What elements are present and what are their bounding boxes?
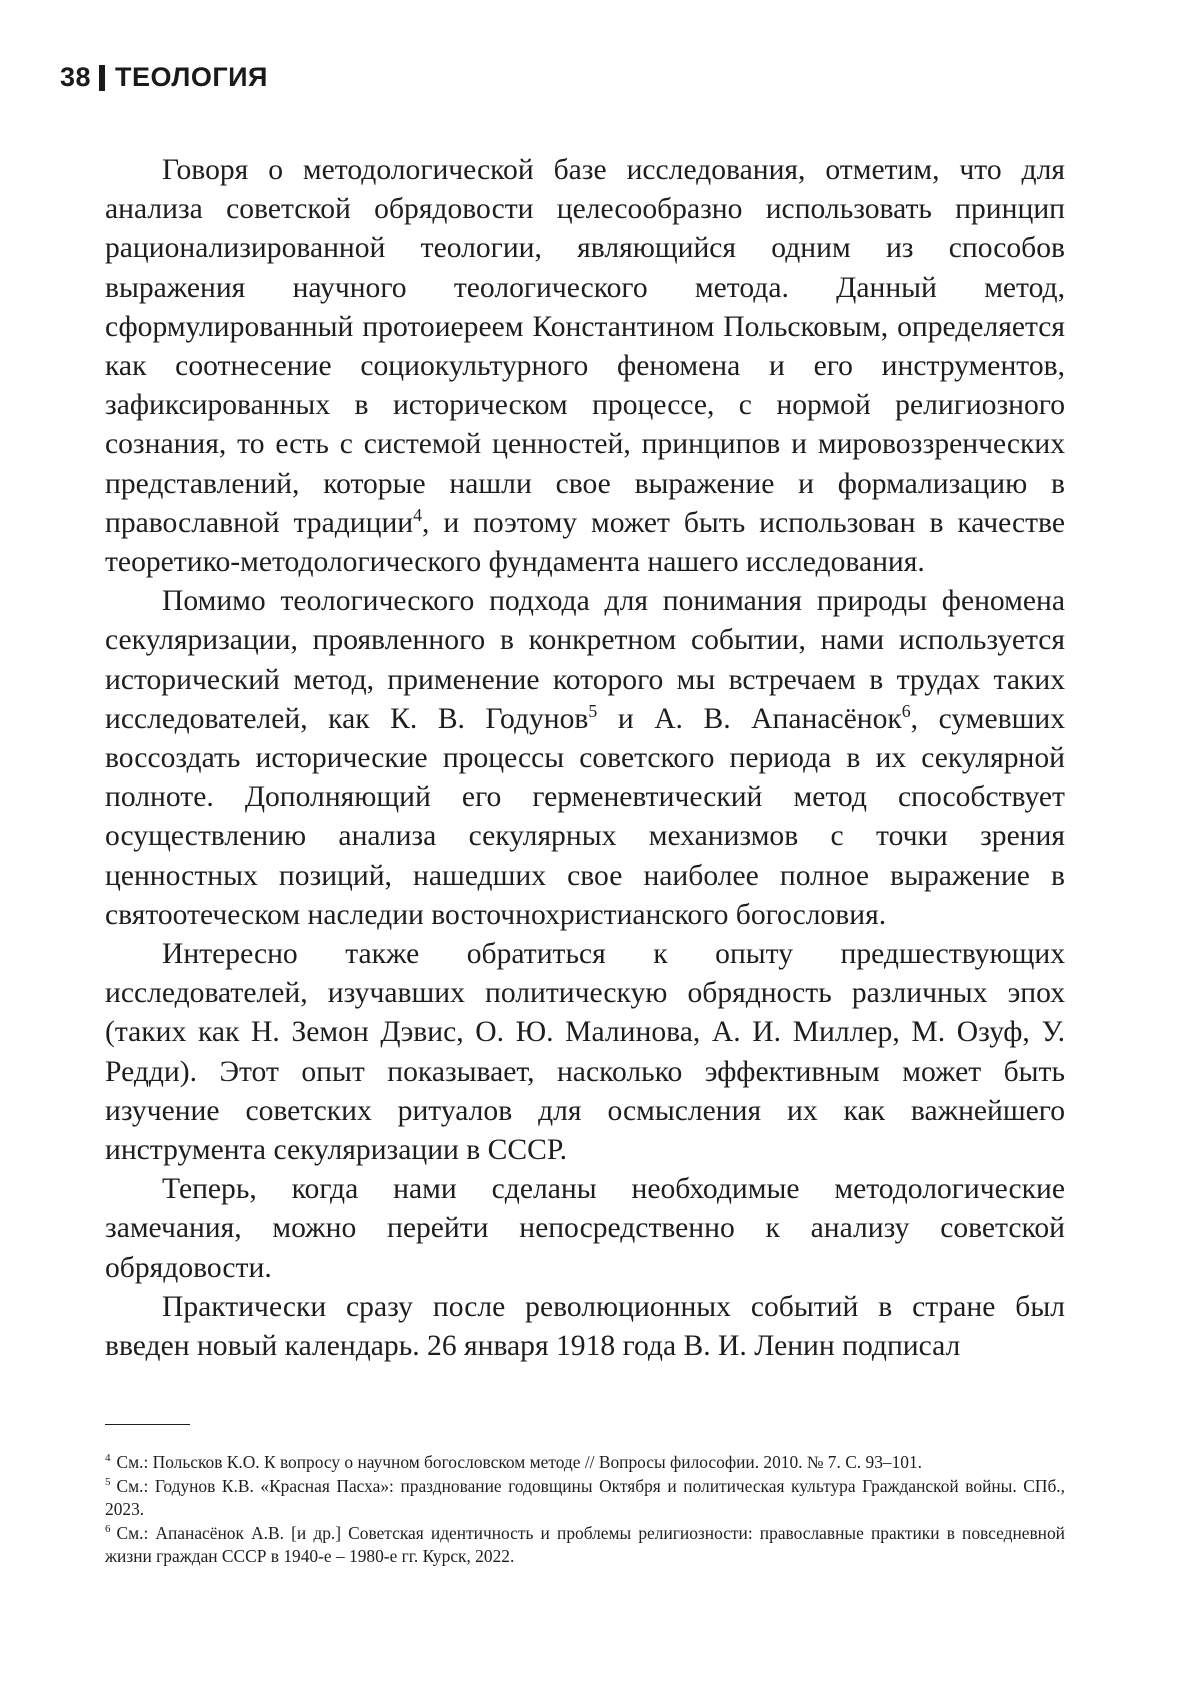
footnotes: [105, 1451, 1065, 1569]
paragraph-1-text-b: , и поэтому может быть использован в качестве теоретико-методологического фундамента нашего исследования.: [105, 506, 1065, 579]
header-divider: [99, 65, 105, 91]
footnote-text: См.: Годунов К.В. «Красная Пасха»: празднование годовщины Октября и политическая культура Гражданской войны. СПб., 2023.: [105, 1475, 1065, 1520]
paragraph-4: Теперь, когда нами сделаны необходимые методологические замечания, можно перейти непосредственно к анализу советской обрядовости.: [105, 1173, 1065, 1284]
paragraph-2-text-b: и А. В. Апанасёнок: [597, 702, 902, 735]
paragraph-3: Интересно также обратиться к опыту предшествующих исследователей, изучавших политическую обрядность различных эпох (таких как Н. Земон Дэвис, О. Ю. Малинова, А. И. Миллер, М. Озуф, У. Редди). Этот опыт показывает, насколько эффективным может быть изучение советских ритуалов для осмысления их как важнейшего инструмента секуляризации в СССР.: [105, 938, 1065, 1167]
paragraph-2-text-a: Помимо теологического подхода для понимания природы феномена секуляризации, проявленного в конкретном событии, нами используется исторический метод, применение которого мы встречаем в трудах таких исследователей, как К. В. Годунов: [105, 585, 1065, 735]
footnote-6: [105, 1522, 1065, 1569]
footnote-number: 6: [105, 1522, 111, 1535]
footnote-text: См.: Апанасёнок А.В. [и др.] Советская идентичность и проблемы религиозности: православные практики в повседневной жизни граждан СССР в 1940-е – 1980-е гг. Курск, 2022.: [105, 1522, 1065, 1567]
footnote-number: 5: [105, 1475, 111, 1488]
footnote-number: 4: [105, 1452, 111, 1465]
page-number: 38: [60, 62, 92, 92]
running-head: [60, 62, 268, 93]
footnote-text: См.: Польсков К.О. К вопросу о научном богословском методе // Вопросы философии. 2010. № 7. С. 93–101.: [116, 1452, 923, 1472]
footnote-ref-5[interactable]: 5: [588, 700, 598, 721]
paragraph-5: Практически сразу после революционных событий в стране был введен новый календарь. 26 января 1918 года В. И. Ленин подписал: [105, 1290, 1065, 1363]
footnote-4: [105, 1451, 1065, 1475]
paragraph-1-text-a: Говоря о методологической базе исследования, отметим, что для анализа советской обрядовости целесообразно использовать принцип рационализированной теологии, являющийся одним из способов выражения научного теологического метода. Данный метод, сформулированный протоиереем Константином Польсковым, определяется как соотнесение социокультурного феномена и его инструментов, зафиксированных в историческом процессе, с нормой религиозного сознания, то есть с системой ценностей, принципов и мировоззренческих представлений, которые нашли свое выражение и формализацию в православной традиции: [105, 154, 1065, 539]
footnote-ref-4[interactable]: 4: [413, 504, 422, 525]
footnote-5: [105, 1475, 1065, 1522]
footnote-ref-6[interactable]: 6: [901, 700, 911, 721]
paragraph-2: [105, 582, 1065, 935]
section-title: ТЕОЛОГИЯ: [115, 62, 268, 92]
main-text: [105, 151, 1065, 1366]
footnote-separator: [105, 1424, 190, 1425]
paragraph-1: [105, 151, 1065, 582]
paragraph-2-text-c: , сумевших воссоздать исторические процессы советского периода в их секулярной полноте. Дополняющий его герменевтический метод способствует осуществлению анализа секулярных механизмов с точки зрения ценностных позиций, нашедших свое наиболее полное выражение в святоотеческом наследии восточнохристианского богословия.: [105, 702, 1065, 931]
